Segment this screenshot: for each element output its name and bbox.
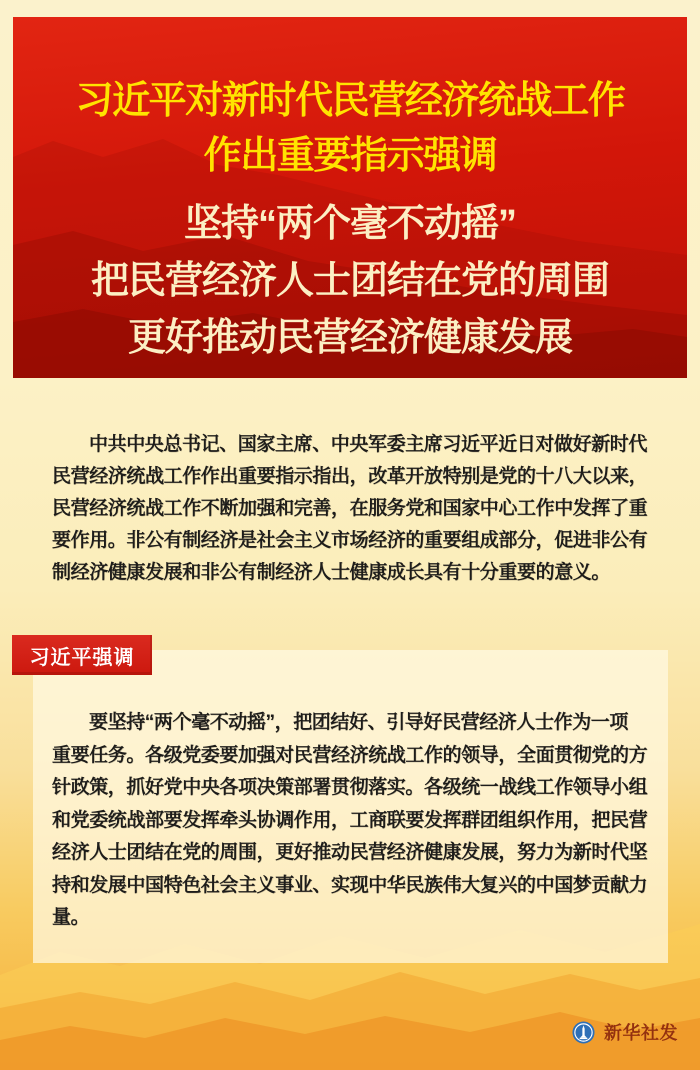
banner-title-line: 作出重要指示强调: [203, 135, 497, 177]
xinhua-agency-logo-icon: [572, 1021, 595, 1044]
highlight-line: 和党委统战部要发挥牵头协调作用，工商联要发挥群团组织作用，把民营: [52, 809, 648, 831]
banner-title-line: 习近平对新时代民营经济统战工作: [75, 80, 625, 122]
highlight-line: 要坚持“两个毫不动摇”，把团结好、引导好民营经济人士作为一项: [89, 712, 629, 733]
footer-credit-text: 新华社发: [604, 1023, 678, 1043]
highlight-paragraph: [52, 707, 652, 935]
intro-line: 民营经济统战工作不断加强和完善，在服务党和国家中心工作中发挥了重: [52, 498, 648, 519]
intro-line: 中共中央总书记、国家主席、中央军委主席习近平近日对做好新时代: [89, 434, 648, 455]
intro-line: 要作用。非公有制经济是社会主义市场经济的重要组成部分，促进非公有: [52, 530, 648, 551]
highlight-line: 量。: [52, 907, 90, 928]
banner-subtitle-line: 坚持“两个毫不动摇”: [183, 203, 516, 245]
highlight-line: 持和发展中国特色社会主义事业、实现中华民族伟大复兴的中国梦贡献力: [52, 874, 648, 896]
banner-subtitle-line: 把民营经济人士团结在党的周围: [90, 260, 609, 302]
header-banner: [13, 17, 687, 378]
banner-title: [13, 74, 687, 184]
intro-paragraph: [52, 429, 652, 589]
highlight-label-text: 习近平强调: [29, 646, 135, 669]
highlight-line: 重要任务。各级党委要加强对民营经济统战工作的领导，全面贯彻党的方: [52, 744, 648, 766]
footer-credit-bar: [572, 1019, 678, 1045]
highlight-line: 经济人士团结在党的周围，更好推动民营经济健康发展，努力为新时代坚: [52, 842, 648, 863]
intro-line: 民营经济统战工作作出重要指示指出，改革开放特别是党的十八大以来，: [52, 466, 648, 487]
highlight-line: 针政策，抓好党中央各项决策部署贯彻落实。各级统一战线工作领导小组: [52, 777, 648, 798]
banner-subtitle: [13, 196, 687, 367]
intro-line: 制经济健康发展和非公有制经济人士健康成长具有十分重要的意义。: [52, 562, 611, 583]
highlight-label-badge: [12, 635, 152, 675]
banner-subtitle-line: 更好推动民营经济健康发展: [127, 317, 572, 359]
